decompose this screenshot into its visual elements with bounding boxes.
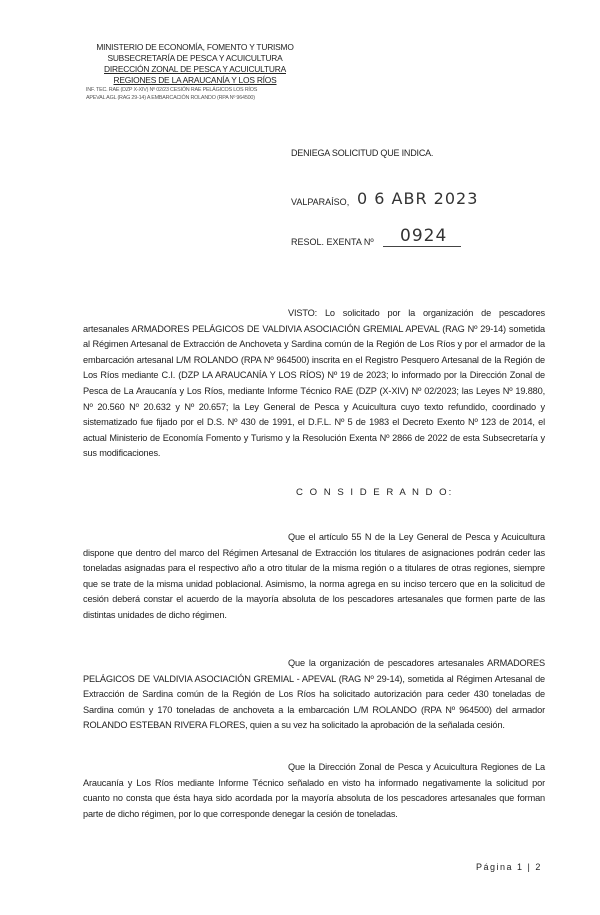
considerando-paragraph-2	[83, 656, 545, 734]
resolution-label: RESOL. EXENTA Nº	[291, 237, 374, 247]
considerando-text-2: Que la organización de pescadores artesanales ARMADORES PELÁGICOS DE VALDIVIA ASOCIACIÓN GREMIAL - APEVAL (RAG Nº 29-14), sometida al Régimen Artesanal de Extracción de Sardina común de la Región de Los Ríos ha solicitado autorización para ceder 430 toneladas de Sardina común y 170 toneladas de anchoveta a la embarcación L/M ROLANDO (RPA Nº 964500) del armador ROLANDO ESTEBAN RIVERA FLORES, quien a su vez ha solicitado la aprobación de la señalada cesión.	[83, 658, 545, 731]
date-stamp: 0 6 ABR 2023	[357, 189, 479, 208]
reference-line-2: APEVAL AGL (RAG 29-14) A EMBARCACIÓN ROLANDO (RPA Nº 964500)	[86, 95, 255, 101]
page-number: Página 1 | 2	[476, 862, 542, 872]
ministry-name: MINISTERIO DE ECONOMÍA, FOMENTO Y TURISMO	[96, 42, 294, 52]
considerando-text-1: Que el artículo 55 N de la Ley General de Pesca y Acuicultura dispone que dentro del marco del Régimen Artesanal de Extracción los titulares de asignaciones podrán ceder las toneladas asignadas para el respectivo año a otro titular de la misma región o a titulares de otras regiones, siempre que se trate de la misma unidad poblacional. Asimismo, la norma agrega en su inciso tercero que en la solicitud de cesión deberá constar el acuerdo de la mayoría absoluta de los pescadores artesanales que formen parte de las distintas unidades de dicho régimen.	[83, 532, 545, 620]
considerando-paragraph-1	[83, 530, 545, 624]
considerando-text-3: Que la Dirección Zonal de Pesca y Acuicultura Regiones de La Araucanía y Los Ríos mediante Informe Técnico señalado en visto ha informado negativamente la solicitud por cuanto no consta que ésta haya sido acordada por la mayoría absoluta de los pescadores artesanales que forman parte de dicho régimen, por lo que corresponde denegar la cesión de toneladas.	[83, 762, 545, 819]
city-label: VALPARAÍSO,	[291, 197, 350, 207]
visto-text: Lo solicitado por la organización de pescadores artesanales ARMADORES PELÁGICOS DE VALDIVIA ASOCIACIÓN GREMIAL APEVAL (RAG Nº 29-14) sometida al Régimen Artesanal de Extracción de Anchoveta y Sardina común de la Región de Los Ríos y por el armador de la embarcación artesanal L/M ROLANDO (RPA Nº 964500) inscrita en el Registro Pesquero Artesanal de la Región de Los Ríos mediante C.I. (DZP LA ARAUCANÍA Y LOS RÍOS) Nº 19 de 2023; lo informado por la Dirección Zonal de Pesca de La Araucanía y Los Ríos, mediante Informe Técnico RAE (DZP (X-XIV) Nº 02/2023; las Leyes Nº 19.880, Nº 20.560 Nº 20.632 y Nº 20.657; la Ley General de Pesca y Acuicultura cuyo texto refundido, coordinado y sistematizado fue fijado por el D.S. Nº 430 de 1991, el D.F.L. Nº 5 de 1983 el Decreto Exento Nº 123 de 2014, el actual Ministerio de Economía Fomento y Turismo y la Resolución Exenta Nº 2866 de 2022 de esta Subsecretaría y sus modificaciones.	[83, 308, 545, 459]
zonal-direction-name: DIRECCIÓN ZONAL DE PESCA Y ACUICULTURA	[104, 64, 286, 74]
considerando-heading: C O N S I D E R A N D O:	[296, 487, 454, 498]
regions-name: REGIONES DE LA ARAUCANÍA Y LOS RÍOS	[113, 75, 277, 85]
considerando-paragraph-3	[83, 760, 545, 822]
reference-line-1: INF. TEC. RAE (DZP X-XIV) Nº 02/23 CESIÓN RAE PELÁGICOS LOS RÍOS	[86, 87, 258, 93]
visto-paragraph	[83, 306, 545, 462]
subsecretariat-name: SUBSECRETARÍA DE PESCA Y ACUICULTURA	[107, 53, 283, 63]
document-subject: DENIEGA SOLICITUD QUE INDICA.	[291, 148, 434, 158]
resolution-number: 0924	[400, 226, 448, 246]
letterhead	[80, 42, 310, 102]
resolution-underline	[383, 246, 461, 247]
visto-lead: VISTO:	[288, 308, 318, 318]
